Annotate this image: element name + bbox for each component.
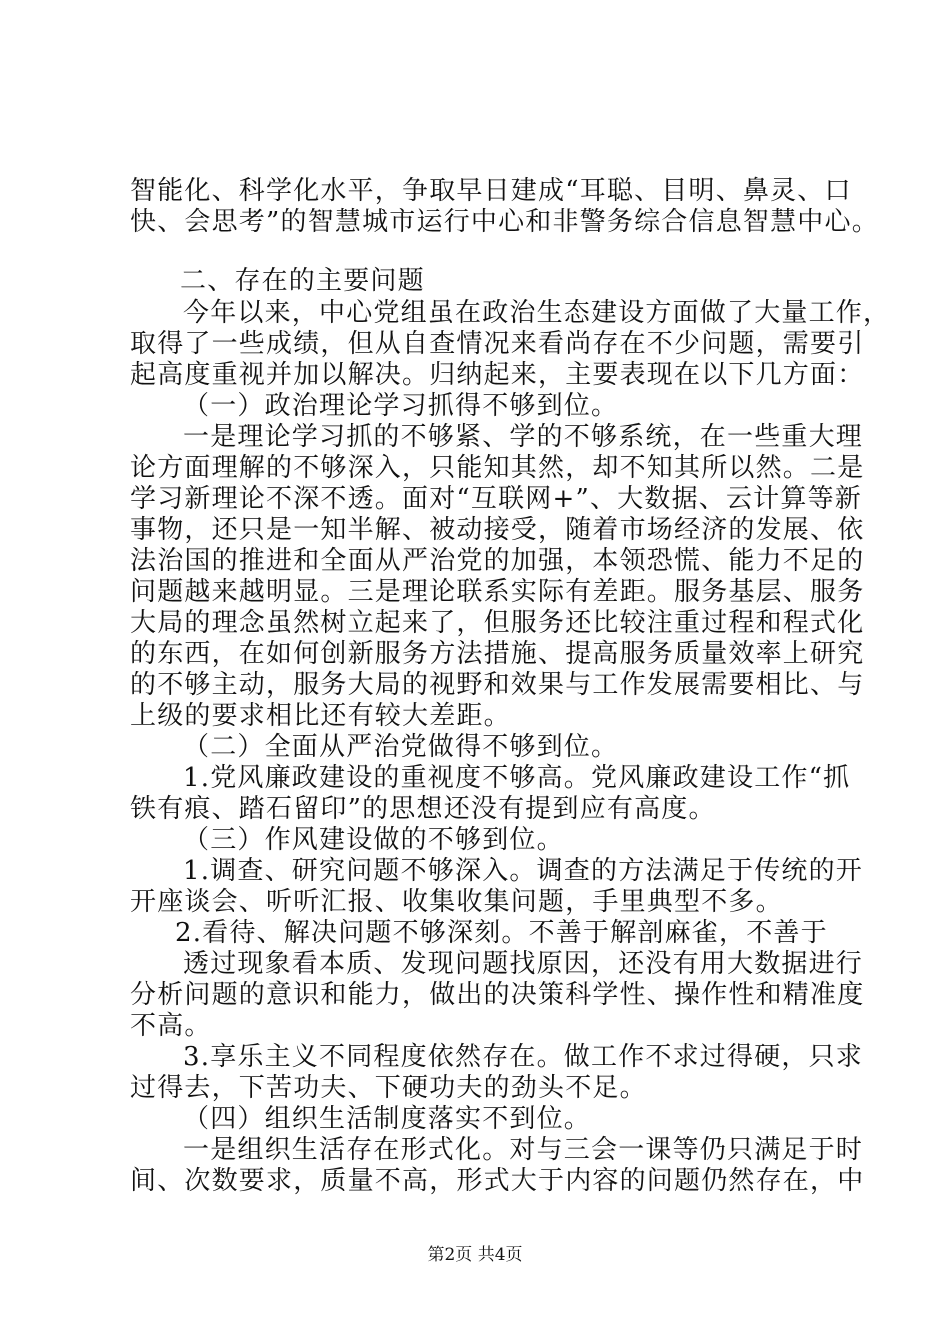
text-line: 问题越来越明显。三是理论联系实际有差距。服务基层、服务 — [130, 577, 865, 607]
paragraph-intro — [130, 176, 879, 238]
text-line: 今年以来，中心党组虽在政治生态建设方面做了大量工作， — [183, 298, 891, 328]
text-line: 上级的要求相比还有较大差距。 — [130, 701, 511, 731]
text-line: 铁有痕、踏石留印”的思想还没有提到应有高度。 — [130, 794, 716, 824]
subheading-2: （二）全面从严治党做得不够到位。 — [183, 732, 619, 762]
text-line: 2.看待、解决问题不够深刻。不善于解剖麻雀，不善于 — [175, 918, 828, 948]
text-line: 快、会思考”的智慧城市运行中心和非警务综合信息智慧中心。 — [130, 207, 879, 237]
text-line: 大局的理念虽然树立起来了，但服务还比较注重过程和程式化 — [130, 608, 865, 638]
text-line: 不高。 — [130, 1011, 212, 1041]
text-line: 学习新理论不深不透。面对“互联网+”、大数据、云计算等新 — [130, 484, 862, 514]
text-line: 过得去，下苦功夫、下硬功夫的劲头不足。 — [130, 1073, 647, 1103]
subheading-1: （一）政治理论学习抓得不够到位。 — [183, 391, 619, 421]
section-heading — [130, 266, 830, 297]
text-line: 一是组织生活存在形式化。对与三会一课等仍只满足于时 — [183, 1135, 864, 1165]
text-line: 间、次数要求，质量不高，形式大于内容的问题仍然存在，中 — [130, 1166, 865, 1196]
text-line: 事物，还只是一知半解、被动接受，随着市场经济的发展、依 — [130, 515, 865, 545]
text-line: 论方面理解的不够深入，只能知其然，却不知其所以然。二是 — [130, 453, 865, 483]
subheading-3: （三）作风建设做的不够到位。 — [183, 825, 564, 855]
text-line: 起高度重视并加以解决。归纳起来，主要表现在以下几方面： — [130, 360, 865, 390]
text-line: 1.党风廉政建设的重视度不够高。党风廉政建设工作“抓 — [183, 763, 851, 793]
text-line: 法治国的推进和全面从严治党的加强，本领恐慌、能力不足的 — [130, 546, 865, 576]
text-line: 分析问题的意识和能力，做出的决策科学性、操作性和精准度 — [130, 980, 865, 1010]
heading-main-problems: 二、存在的主要问题 — [180, 266, 425, 296]
text-line: 透过现象看本质、发现问题找原因，还没有用大数据进行 — [183, 949, 864, 979]
text-line: 1.调查、研究问题不够深入。调查的方法满足于传统的开 — [183, 856, 864, 886]
text-line: 的不够主动，服务大局的视野和效果与工作发展需要相比、与 — [130, 670, 865, 700]
text-line: 开座谈会、听听汇报、收集收集问题，手里典型不多。 — [130, 887, 783, 917]
body-text — [130, 298, 891, 1197]
subheading-4: （四）组织生活制度落实不到位。 — [183, 1104, 592, 1134]
text-line: 取得了一些成绩，但从自查情况来看尚存在不少问题，需要引 — [130, 329, 865, 359]
text-line: 3.享乐主义不同程度依然存在。做工作不求过得硬，只求 — [183, 1042, 864, 1072]
page-footer: 第2页 共4页 — [427, 1245, 523, 1265]
text-line: 一是理论学习抓的不够紧、学的不够系统，在一些重大理 — [183, 422, 864, 452]
text-line: 的东西，在如何创新服务方法措施、提高服务质量效率上研究 — [130, 639, 865, 669]
text-line: 智能化、科学化水平，争取早日建成“耳聪、目明、鼻灵、口 — [130, 176, 852, 206]
